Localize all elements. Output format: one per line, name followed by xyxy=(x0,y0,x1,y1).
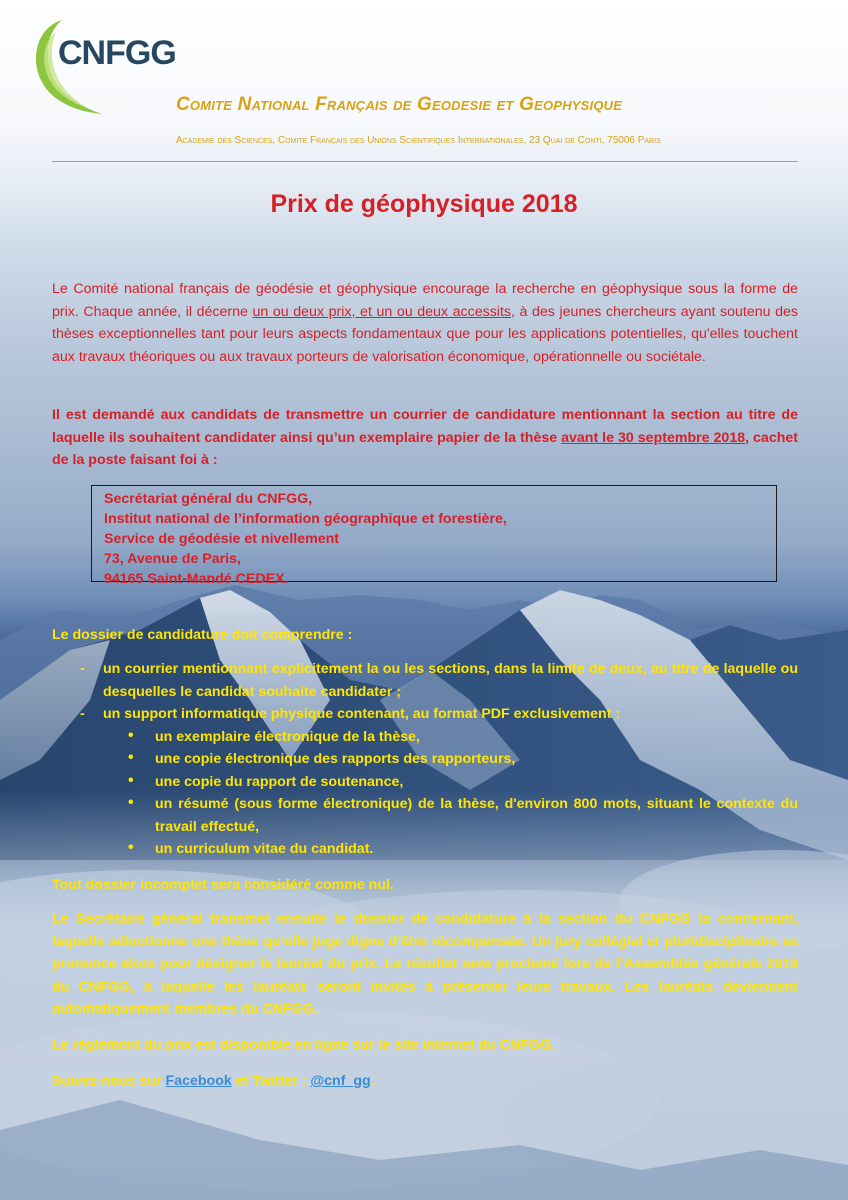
dash-marker: - xyxy=(80,706,85,722)
address-box xyxy=(91,485,777,587)
intro-paragraph xyxy=(52,278,798,368)
sub-list-item-text: une copie électronique des rapports des rapporteurs, xyxy=(155,751,516,767)
cnfgg-logo xyxy=(26,8,186,118)
address-line: Secrétariat général du CNFGG, xyxy=(104,491,313,507)
list-item xyxy=(52,703,798,726)
prize-count-underlined: un ou deux prix, et un ou deux accessits xyxy=(252,303,511,320)
organization-address: Academie des Sciences, Comite Français des Unions Scientifiques Internationales, 23 Quai de Conti, 75006 Paris xyxy=(176,135,661,146)
intro-text-start: Le Comité national français de géodésie et géophysique encourage la recherche en géophysique sous la forme de prix. Chaque année, il décerne xyxy=(52,281,798,320)
sub-list-item xyxy=(52,771,798,794)
follow-text: Suivez-nous sur xyxy=(52,1073,166,1089)
address-line: 94165 Saint-Mandé CEDEX. xyxy=(104,571,289,587)
dash-marker: - xyxy=(80,661,85,677)
request-paragraph xyxy=(52,404,798,472)
sub-list-item xyxy=(52,838,798,861)
follow-paragraph xyxy=(52,1070,798,1093)
dossier-list xyxy=(52,658,798,861)
organization-title: Comite National Français de Geodesie et Geophysique xyxy=(176,94,623,115)
list-item-text: un support informatique physique contenant, au format PDF exclusivement : xyxy=(103,706,621,722)
follow-text: et Twitter : xyxy=(231,1073,311,1089)
bullet-icon: • xyxy=(128,726,134,744)
facebook-link[interactable]: Facebook xyxy=(165,1073,232,1089)
sub-list-item-text: une copie du rapport de soutenance, xyxy=(155,773,404,790)
address-line: 73, Avenue de Paris, xyxy=(104,551,241,567)
twitter-link[interactable]: @cnf_gg xyxy=(310,1073,371,1089)
request-text-start: Il est demandé aux candidats de transmettre un courrier de candidature mentionnant la section au titre de laquelle ils souhaitent candidater ainsi qu’un exemplaire papier de la thèse xyxy=(52,407,798,446)
dossier-heading: Le dossier de candidature doit comprendre : xyxy=(52,627,353,643)
logo-text: CNFGG xyxy=(58,34,176,72)
sub-list-item-text: un curriculum vitae du candidat. xyxy=(155,841,374,857)
follow-text: . xyxy=(370,1073,375,1089)
page-title: Prix de géophysique 2018 xyxy=(270,190,578,218)
deadline-underlined: avant le 30 septembre 2018 xyxy=(561,429,746,446)
rules-paragraph: Le règlement du prix est disponible en ligne sur le site internet du CNFGG. xyxy=(52,1037,555,1053)
list-item xyxy=(52,658,798,703)
process-paragraph: Le Secrétaire général transmet ensuite le dossier de candidature à la section du CNFGG la concernant, laquelle sélectionne une thèse qu’elle juge digne d’être récompensée. Un jury collégial et pluridisciplinaire se prononce alors pour désigner le lauréat du prix. Le résultat sera proclamé lors de l’Assemblée générale 2019 du CNFGG, à laquelle les lauréats seront invités à présenter leurs travaux. Les lauréats deviennent automatiquement membres du CNFGG. xyxy=(52,911,798,1017)
intro-text-end: , à des jeunes chercheurs ayant soutenu des thèses exceptionnelles tant pour leurs aspects fondamentaux que pour les applications potentielles, qu'elles touchent aux travaux théoriques ou aux travaux porteurs de valorisation économique, opérationnelle ou sociétale. xyxy=(52,303,798,365)
bullet-icon: • xyxy=(128,749,134,766)
list-item-text: un courrier mentionnant explicitement la ou les sections, dans la limite de deux, au titre de laquelle ou desquelles le candidat souhaite candidater ; xyxy=(103,661,798,700)
sub-list-item-text: un exemplaire électronique de la thèse, xyxy=(155,728,420,745)
sub-list-item xyxy=(52,748,798,771)
sub-list-item xyxy=(52,726,798,749)
address-line: Service de géodésie et nivellement xyxy=(104,531,339,547)
bullet-icon: • xyxy=(128,771,134,789)
bullet-icon: • xyxy=(128,839,134,856)
request-text-end: , cachet de la poste faisant foi à : xyxy=(52,429,798,468)
incomplete-notice: Tout dossier incomplet sera considéré comme nul. xyxy=(52,877,394,893)
sub-list-item-text: un résumé (sous forme électronique) de la thèse, d'environ 800 mots, situant le contexte du travail effectué, xyxy=(155,796,798,835)
sub-list-item xyxy=(52,793,798,838)
header-divider xyxy=(52,161,798,162)
bullet-icon: • xyxy=(128,794,134,811)
address-line: Institut national de l’information géographique et forestière, xyxy=(104,511,507,527)
